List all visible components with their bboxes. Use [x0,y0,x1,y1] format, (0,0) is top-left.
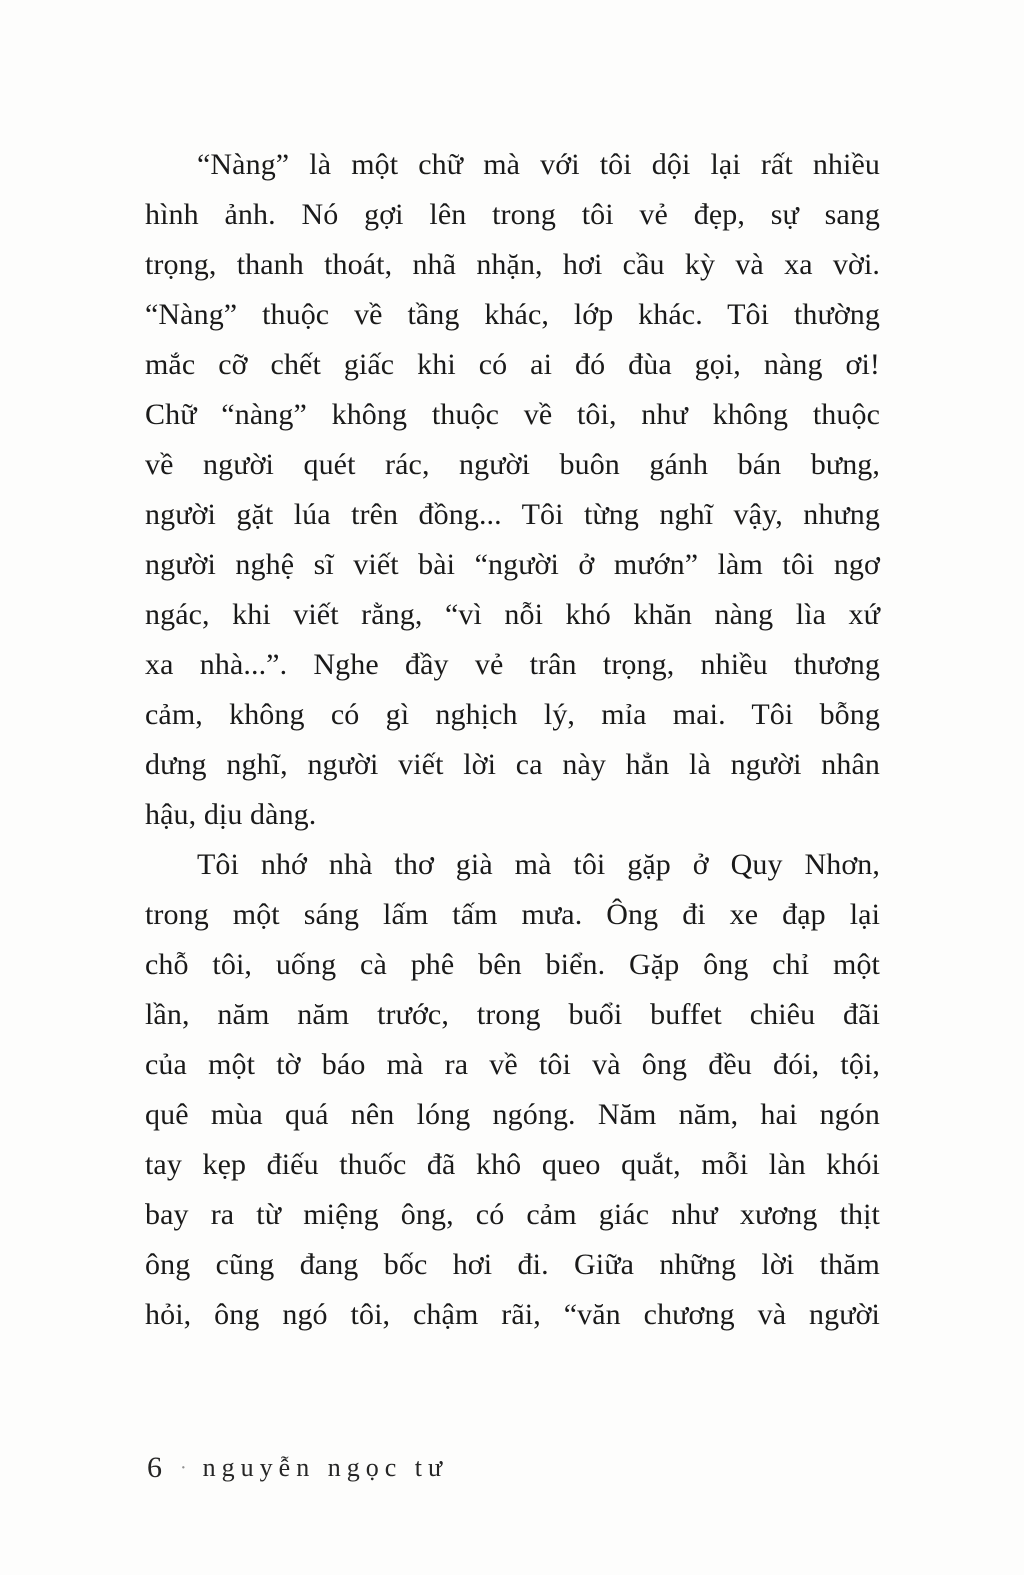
text-line: “Nàng” là một chữ mà với tôi dội lại rất nhiều [197,148,880,181]
text-line: hình ảnh. Nó gợi lên trong tôi vẻ đẹp, sự sang [145,198,880,231]
text-line: ông cũng đang bốc hơi đi. Giữa những lời thăm [145,1248,880,1281]
paragraph [145,140,880,840]
text-line: hỏi, ông ngó tôi, chậm rãi, “văn chương và người [145,1298,880,1331]
text-line: bay ra từ miệng ông, có cảm giác như xương thịt [145,1198,880,1231]
text-line: người gặt lúa trên đồng... Tôi từng nghĩ vậy, nhưng [145,498,880,531]
text-line: quê mùa quá nên lóng ngóng. Năm năm, hai ngón [145,1098,880,1131]
text-line: tay kẹp điếu thuốc đã khô queo quắt, mỗi làn khói [145,1148,880,1181]
text-line: cảm, không có gì nghịch lý, mỉa mai. Tôi bỗng [145,698,880,731]
text-line: ngác, khi viết rằng, “vì nỗi khó khăn nàng lìa xứ [145,598,880,631]
text-line: Tôi nhớ nhà thơ già mà tôi gặp ở Quy Nhơn, [197,848,880,881]
text-line: của một tờ báo mà ra về tôi và ông đều đói, tội, [145,1048,880,1081]
footer-bullet-icon: · [180,1457,187,1479]
text-line: Chữ “nàng” không thuộc về tôi, như không thuộc [145,398,880,431]
text-line: chỗ tôi, uống cà phê bên biển. Gặp ông chỉ một [145,948,880,981]
text-line: mắc cỡ chết giấc khi có ai đó đùa gọi, nàng ơi! [145,348,880,381]
text-line: hậu, dịu dàng. [145,798,317,831]
text-line: trong một sáng lấm tấm mưa. Ông đi xe đạp lại [145,898,880,931]
text-line: dưng nghĩ, người viết lời ca này hẳn là người nhân [145,748,880,781]
page-footer [147,1446,448,1490]
text-line: người nghệ sĩ viết bài “người ở mướn” làm tôi ngơ [145,548,880,581]
text-line: “Nàng” thuộc về tầng khác, lớp khác. Tôi thường [145,298,880,331]
author-name: nguyễn ngọc tư [202,1453,449,1482]
page-number: 6 [147,1451,162,1484]
text-line: trọng, thanh thoát, nhã nhặn, hơi cầu kỳ và xa vời. [145,248,880,281]
body-text [145,140,880,1340]
text-line: lần, năm năm trước, trong buổi buffet chiêu đãi [145,998,880,1031]
text-line: về người quét rác, người buôn gánh bán bưng, [145,448,880,481]
text-line: xa nhà...”. Nghe đầy vẻ trân trọng, nhiều thương [145,648,880,681]
paragraph [145,840,880,1340]
